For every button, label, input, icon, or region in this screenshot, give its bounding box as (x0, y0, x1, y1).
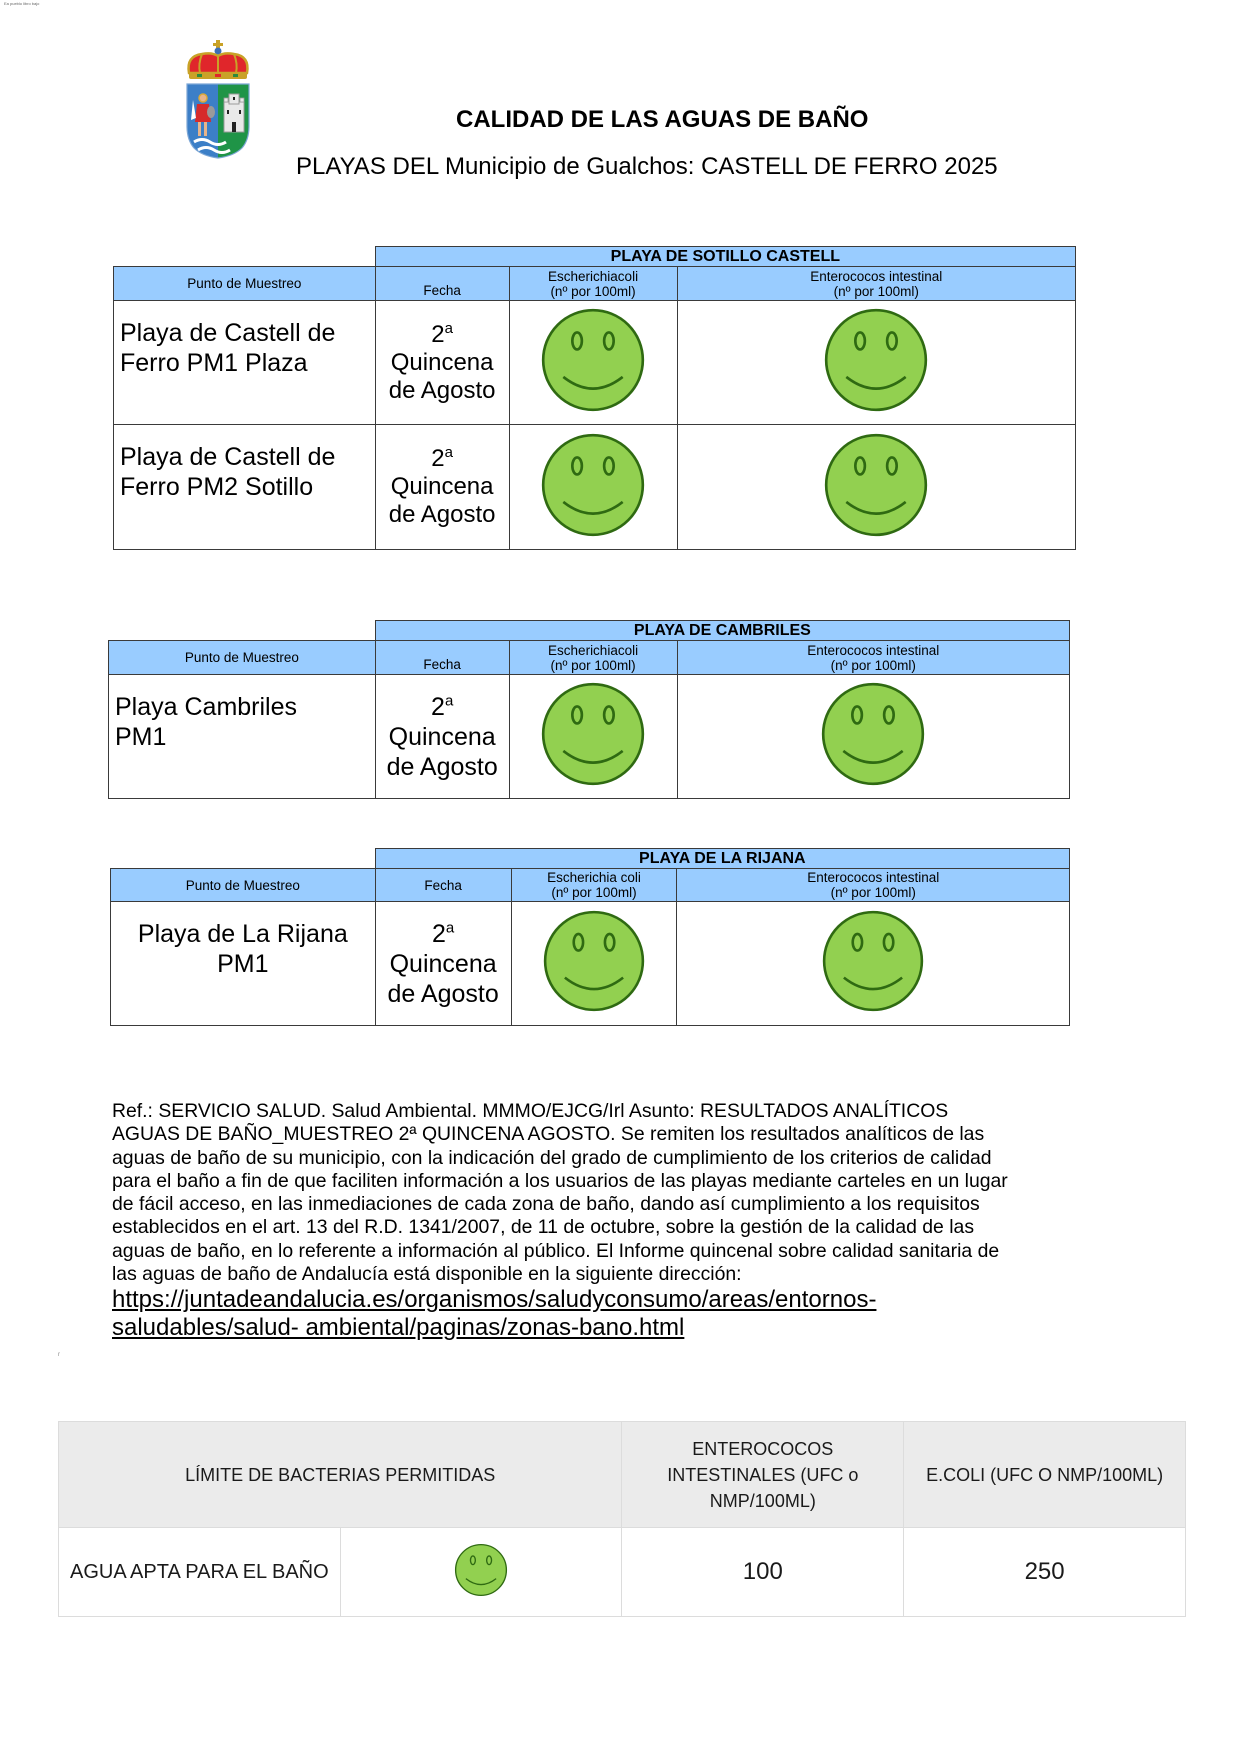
table-row (109, 675, 1070, 799)
col-header-ecoli: Escherichia coli (nº por 100ml) (511, 869, 677, 902)
header-tiny-text: Ea pueblo libro bajo (4, 1, 40, 6)
happy-face-icon (823, 432, 929, 538)
sampling-point: Playa de Castell de Ferro PM1 Plaza (114, 301, 376, 425)
limits-header-label: LÍMITE DE BACTERIAS PERMITIDAS (59, 1422, 622, 1528)
col-header-fecha: Fecha (375, 869, 511, 902)
limits-ecoli-value: 250 (904, 1528, 1186, 1617)
col-header-fecha: Fecha (375, 267, 509, 301)
ecoli-result (511, 902, 677, 1026)
table-row (114, 301, 1076, 425)
happy-face-icon (820, 681, 926, 787)
limits-row-label: AGUA APTA PARA EL BAÑO (59, 1528, 341, 1617)
col-header-ecoli: Escherichiacoli (nº por 100ml) (509, 267, 677, 301)
reference-paragraph: Ref.: SERVICIO SALUD. Salud Ambiental. MMMO/EJCG/Irl Asunto: RESULTADOS ANALÍTICOS AGUAS DE BAÑO_MUESTREO 2ª QUINCENA AGOSTO. Se remiten los resultados analíticos de las aguas de baño de su municipio, con la indicación del grado de cumplimiento de los criterios de calidad para el baño a fin de que faciliten información a los usuarios de las playas mediante carteles en un lugar de fácil acceso, en las inmediaciones de cada zona de baño, dando así cumplimiento a los requisitos establecidos en el art. 13 del R.D. 1341/2007, de 11 de octubre, sobre la gestión de la calidad de las aguas de baño, en lo referente a información al público. El Informe quincenal sobre calidad sanitaria de las aguas de baño de Andalucía está disponible en la siguiente dirección: https://juntadeandalucia.es/organismos/saludyconsumo/areas/entornos- saludables/salud- ambiental/paginas/zonas-bano.html (112, 1100, 1092, 1342)
enterococos-result (677, 425, 1076, 550)
ecoli-result (509, 301, 677, 425)
happy-face-icon (540, 681, 646, 787)
happy-face-icon (454, 1543, 508, 1597)
sample-date: 2$^a$ Quincena de Agosto (375, 425, 509, 550)
happy-face-icon (540, 432, 646, 538)
sampling-point: Playa de La Rijana PM1 (111, 902, 376, 1026)
sample-date: 2$^a$ Quincena de Agosto (375, 675, 509, 799)
beach-name: PLAYA DE SOTILLO CASTELL (375, 247, 1075, 267)
sampling-point: Playa Cambriles PM1 (109, 675, 376, 799)
happy-face-icon (542, 909, 646, 1013)
enterococos-result (677, 301, 1076, 425)
col-header-enterococos: Enterococos intestinal (nº por 100ml) (677, 641, 1069, 675)
results-table-rijana (110, 848, 1070, 1026)
sample-date: 2$^a$ Quincena de Agosto (375, 902, 511, 1026)
limits-row-icon (340, 1528, 622, 1617)
limits-header-ecoli: E.COLI (UFC O NMP/100ML) (904, 1422, 1186, 1528)
col-header-punto: Punto de Muestreo (109, 641, 376, 675)
enterococos-result (677, 902, 1070, 1026)
sampling-point: Playa de Castell de Ferro PM2 Sotillo (114, 425, 376, 550)
footnote-mark: r (58, 1352, 60, 1358)
col-header-punto: Punto de Muestreo (114, 267, 376, 301)
sample-date: 2$^a$ Quincena de Agosto (375, 301, 509, 425)
page-title: CALIDAD DE LAS AGUAS DE BAÑO (456, 106, 869, 133)
limits-enterococos-value: 100 (622, 1528, 904, 1617)
happy-face-icon (540, 307, 646, 413)
beach-name: PLAYA DE CAMBRILES (375, 621, 1069, 641)
col-header-enterococos: Enterococos intestinal (nº por 100ml) (677, 267, 1076, 301)
results-table-sotillo (113, 246, 1076, 550)
beach-name: PLAYA DE LA RIJANA (375, 849, 1069, 869)
happy-face-icon (823, 307, 929, 413)
page-subtitle: PLAYAS DEL Municipio de Gualchos: CASTELL DE FERRO 2025 (296, 153, 998, 180)
enterococos-result (677, 675, 1069, 799)
junta-andalucia-link[interactable]: https://juntadeandalucia.es/organismos/saludyconsumo/areas/entornos- saludables/salud- ambiental/paginas/zonas-bano.html (112, 1286, 877, 1342)
bacteria-limits-table (58, 1421, 1186, 1617)
col-header-punto: Punto de Muestreo (111, 869, 376, 902)
ecoli-result (509, 425, 677, 550)
table-row (114, 425, 1076, 550)
results-table-cambriles (108, 620, 1070, 799)
happy-face-icon (821, 909, 925, 1013)
ecoli-result (509, 675, 677, 799)
limits-header-enterococos: ENTEROCOCOS INTESTINALES (UFC o NMP/100ML) (622, 1422, 904, 1528)
col-header-ecoli: Escherichiacoli (nº por 100ml) (509, 641, 677, 675)
col-header-fecha: Fecha (375, 641, 509, 675)
coat-of-arms-icon (184, 40, 254, 168)
table-row (111, 902, 1070, 1026)
col-header-enterococos: Enterococos intestinal (nº por 100ml) (677, 869, 1070, 902)
